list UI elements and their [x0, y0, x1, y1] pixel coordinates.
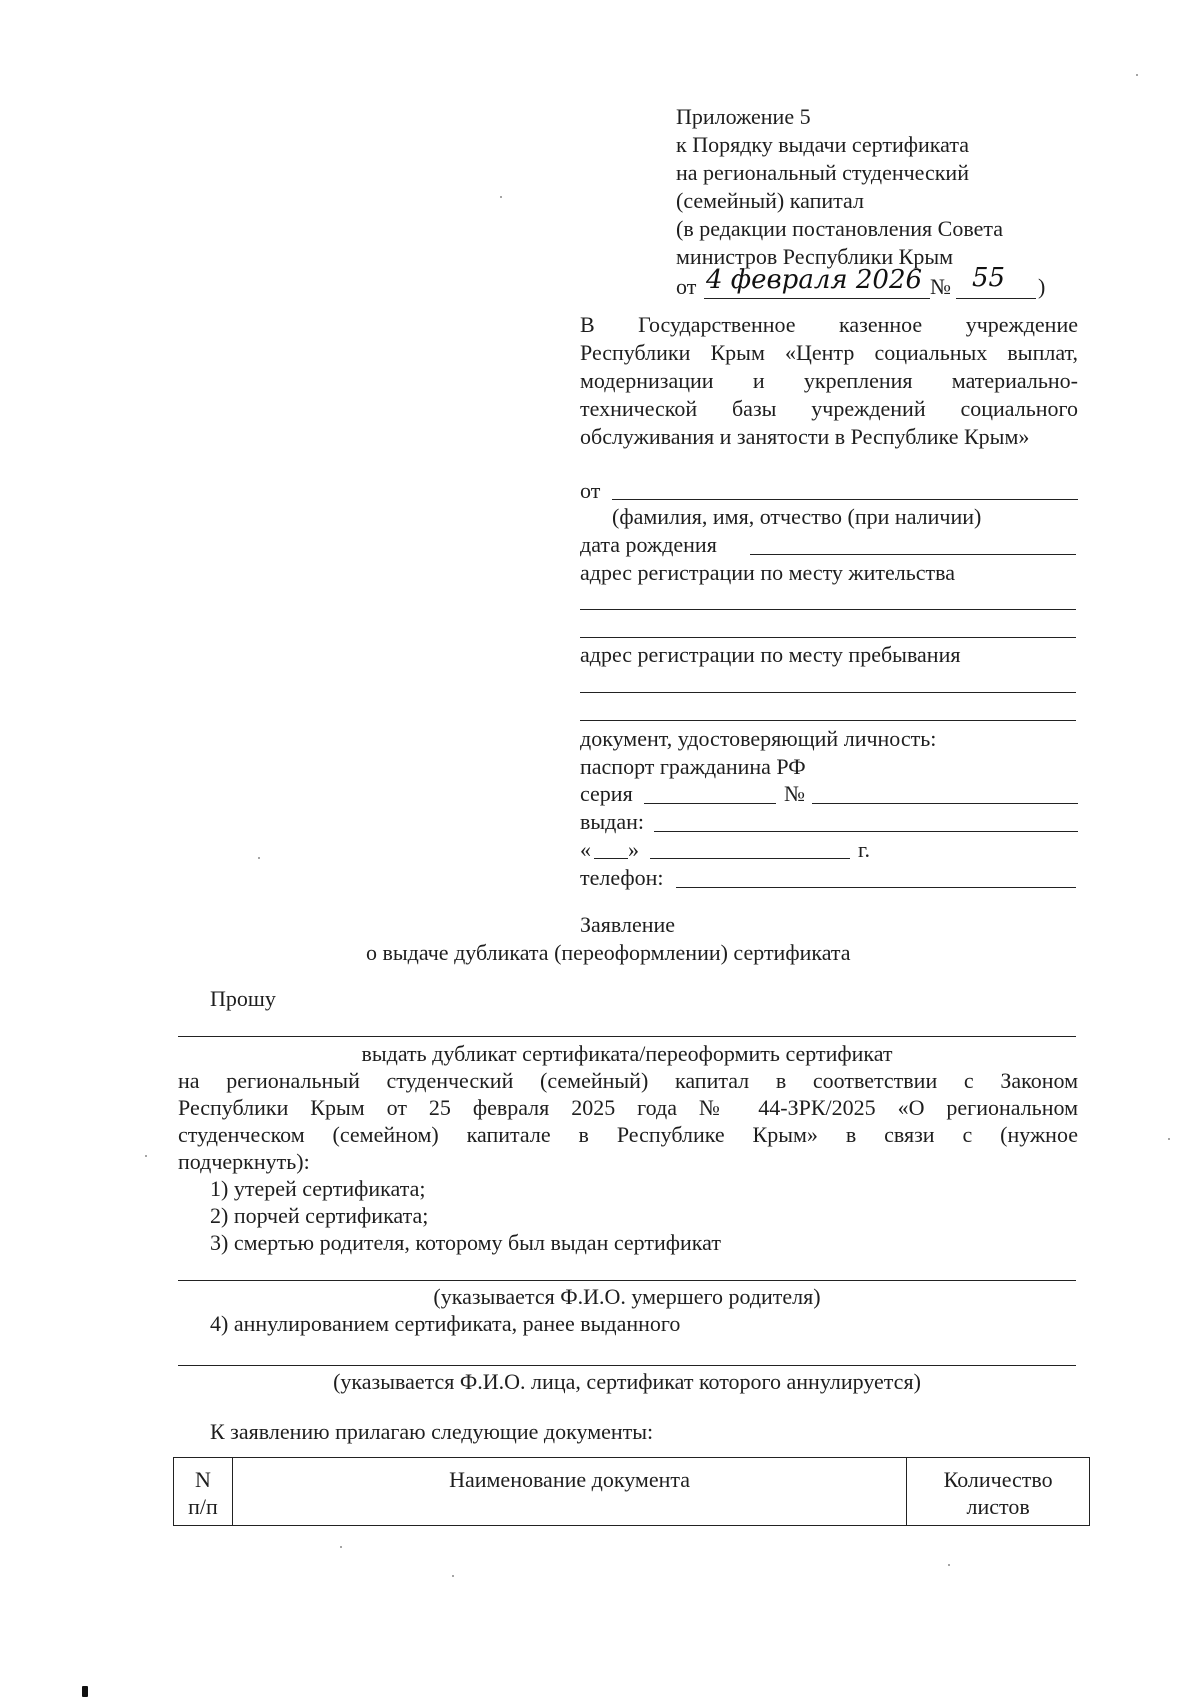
residence-address-label: адрес регистрации по месту жительства [580, 560, 956, 585]
stay-address-field[interactable] [580, 720, 1076, 721]
birth-date-label: дата рождения [580, 532, 717, 557]
body-line: Республики Крым от 25 февраля 2025 года № 44-ЗРК/2025 «О региональном [178, 1095, 1078, 1120]
scan-speck [948, 1564, 950, 1566]
issued-label: выдан: [580, 809, 645, 834]
issue-date-close-quote: » [628, 837, 639, 862]
appendix-line: на региональный студенческий [676, 160, 969, 185]
phone-field[interactable] [676, 887, 1076, 888]
stay-address-field[interactable] [580, 692, 1076, 693]
request-hint: выдать дубликат сертификата/переоформить сертификат [361, 1041, 893, 1066]
addressee-line: обслуживания и занятости в Республике Крым» [580, 424, 1030, 449]
passport-number-field[interactable] [812, 803, 1078, 804]
appendix-line: министров Республики Крым [676, 244, 954, 269]
scan-speck [145, 1155, 147, 1157]
scan-speck [340, 1546, 342, 1548]
reason-annulment[interactable]: 4) аннулированием сертификата, ранее выданного [210, 1311, 681, 1336]
handwritten-number: 55 [972, 263, 1006, 293]
appendix-line: к Порядку выдачи сертификата [676, 132, 969, 157]
residence-address-field[interactable] [580, 609, 1076, 610]
issue-day-field[interactable] [594, 858, 628, 859]
annulled-person-field[interactable] [178, 1365, 1076, 1366]
passport-number-label: № [784, 781, 805, 806]
series-field[interactable] [644, 803, 776, 804]
statement-title: Заявление [580, 912, 676, 937]
body-line: на региональный студенческий (семейный) капитал в соответствии с Законом [178, 1068, 1078, 1093]
date-underline [704, 298, 930, 299]
request-field[interactable] [178, 1036, 1076, 1037]
year-suffix: г. [858, 837, 871, 862]
addressee-line: В Государственное казенное учреждение [580, 312, 1078, 337]
scan-mark [82, 1686, 88, 1697]
request-word: Прошу [210, 986, 276, 1011]
reason-parent-death[interactable]: 3) смертью родителя, которому был выдан сертификат [210, 1230, 721, 1255]
reason-damaged[interactable]: 2) порчей сертификата; [210, 1203, 429, 1228]
issue-date-open-quote: « [580, 837, 591, 862]
body-line: подчеркнуть): [178, 1149, 310, 1174]
header-document-name: Наименование документа [232, 1458, 907, 1526]
stay-address-label: адрес регистрации по месту пребывания [580, 642, 961, 667]
passport-label: паспорт гражданина РФ [580, 754, 806, 779]
residence-address-field[interactable] [580, 637, 1076, 638]
documents-table [173, 1457, 1090, 1526]
scan-speck [500, 196, 502, 198]
reason-lost[interactable]: 1) утерей сертификата; [210, 1176, 426, 1201]
fio-hint: (фамилия, имя, отчество (при наличии) [612, 504, 982, 529]
appendix-number-sign: № [930, 274, 951, 299]
header-sheet-count: Количество листов [907, 1458, 1090, 1526]
annulled-person-hint: (указывается Ф.И.О. лица, сертификат которого аннулируется) [333, 1369, 921, 1394]
id-document-label: документ, удостоверяющий личность: [580, 726, 937, 751]
addressee-line: модернизации и укрепления материально- [580, 368, 1078, 393]
scan-speck [452, 1575, 454, 1577]
scan-speck [1168, 1138, 1170, 1140]
addressee-line: технической базы учреждений социального [580, 396, 1078, 421]
issued-field[interactable] [654, 831, 1078, 832]
series-label: серия [580, 781, 633, 806]
birth-date-field[interactable] [750, 554, 1076, 555]
number-underline [956, 298, 1036, 299]
scan-speck [1136, 74, 1138, 76]
appendix-line: (в редакции постановления Совета [676, 216, 1004, 241]
issue-month-year-field[interactable] [650, 858, 850, 859]
addressee-line: Республики Крым «Центр социальных выплат, [580, 340, 1078, 365]
handwritten-date: 4 февраля 2026 [706, 265, 923, 295]
header-number: N п/п [174, 1458, 233, 1526]
body-line: студенческом (семейном) капитале в Республике Крым» в связи с (нужное [178, 1122, 1078, 1147]
scan-speck [258, 857, 260, 859]
appendix-close-paren: ) [1038, 274, 1046, 299]
fio-field[interactable] [612, 499, 1078, 500]
deceased-parent-field[interactable] [178, 1280, 1076, 1281]
phone-label: телефон: [580, 865, 664, 890]
deceased-parent-hint: (указывается Ф.И.О. умершего родителя) [433, 1284, 821, 1309]
attachments-label: К заявлению прилагаю следующие документы: [210, 1419, 654, 1444]
appendix-title: Приложение 5 [676, 104, 811, 129]
appendix-line: (семейный) капитал [676, 188, 864, 213]
table-header-row [174, 1458, 1090, 1526]
appendix-from-prefix: от [676, 274, 697, 299]
from-label: от [580, 478, 601, 503]
statement-subtitle: о выдаче дубликата (переоформлении) сертификата [366, 940, 851, 965]
